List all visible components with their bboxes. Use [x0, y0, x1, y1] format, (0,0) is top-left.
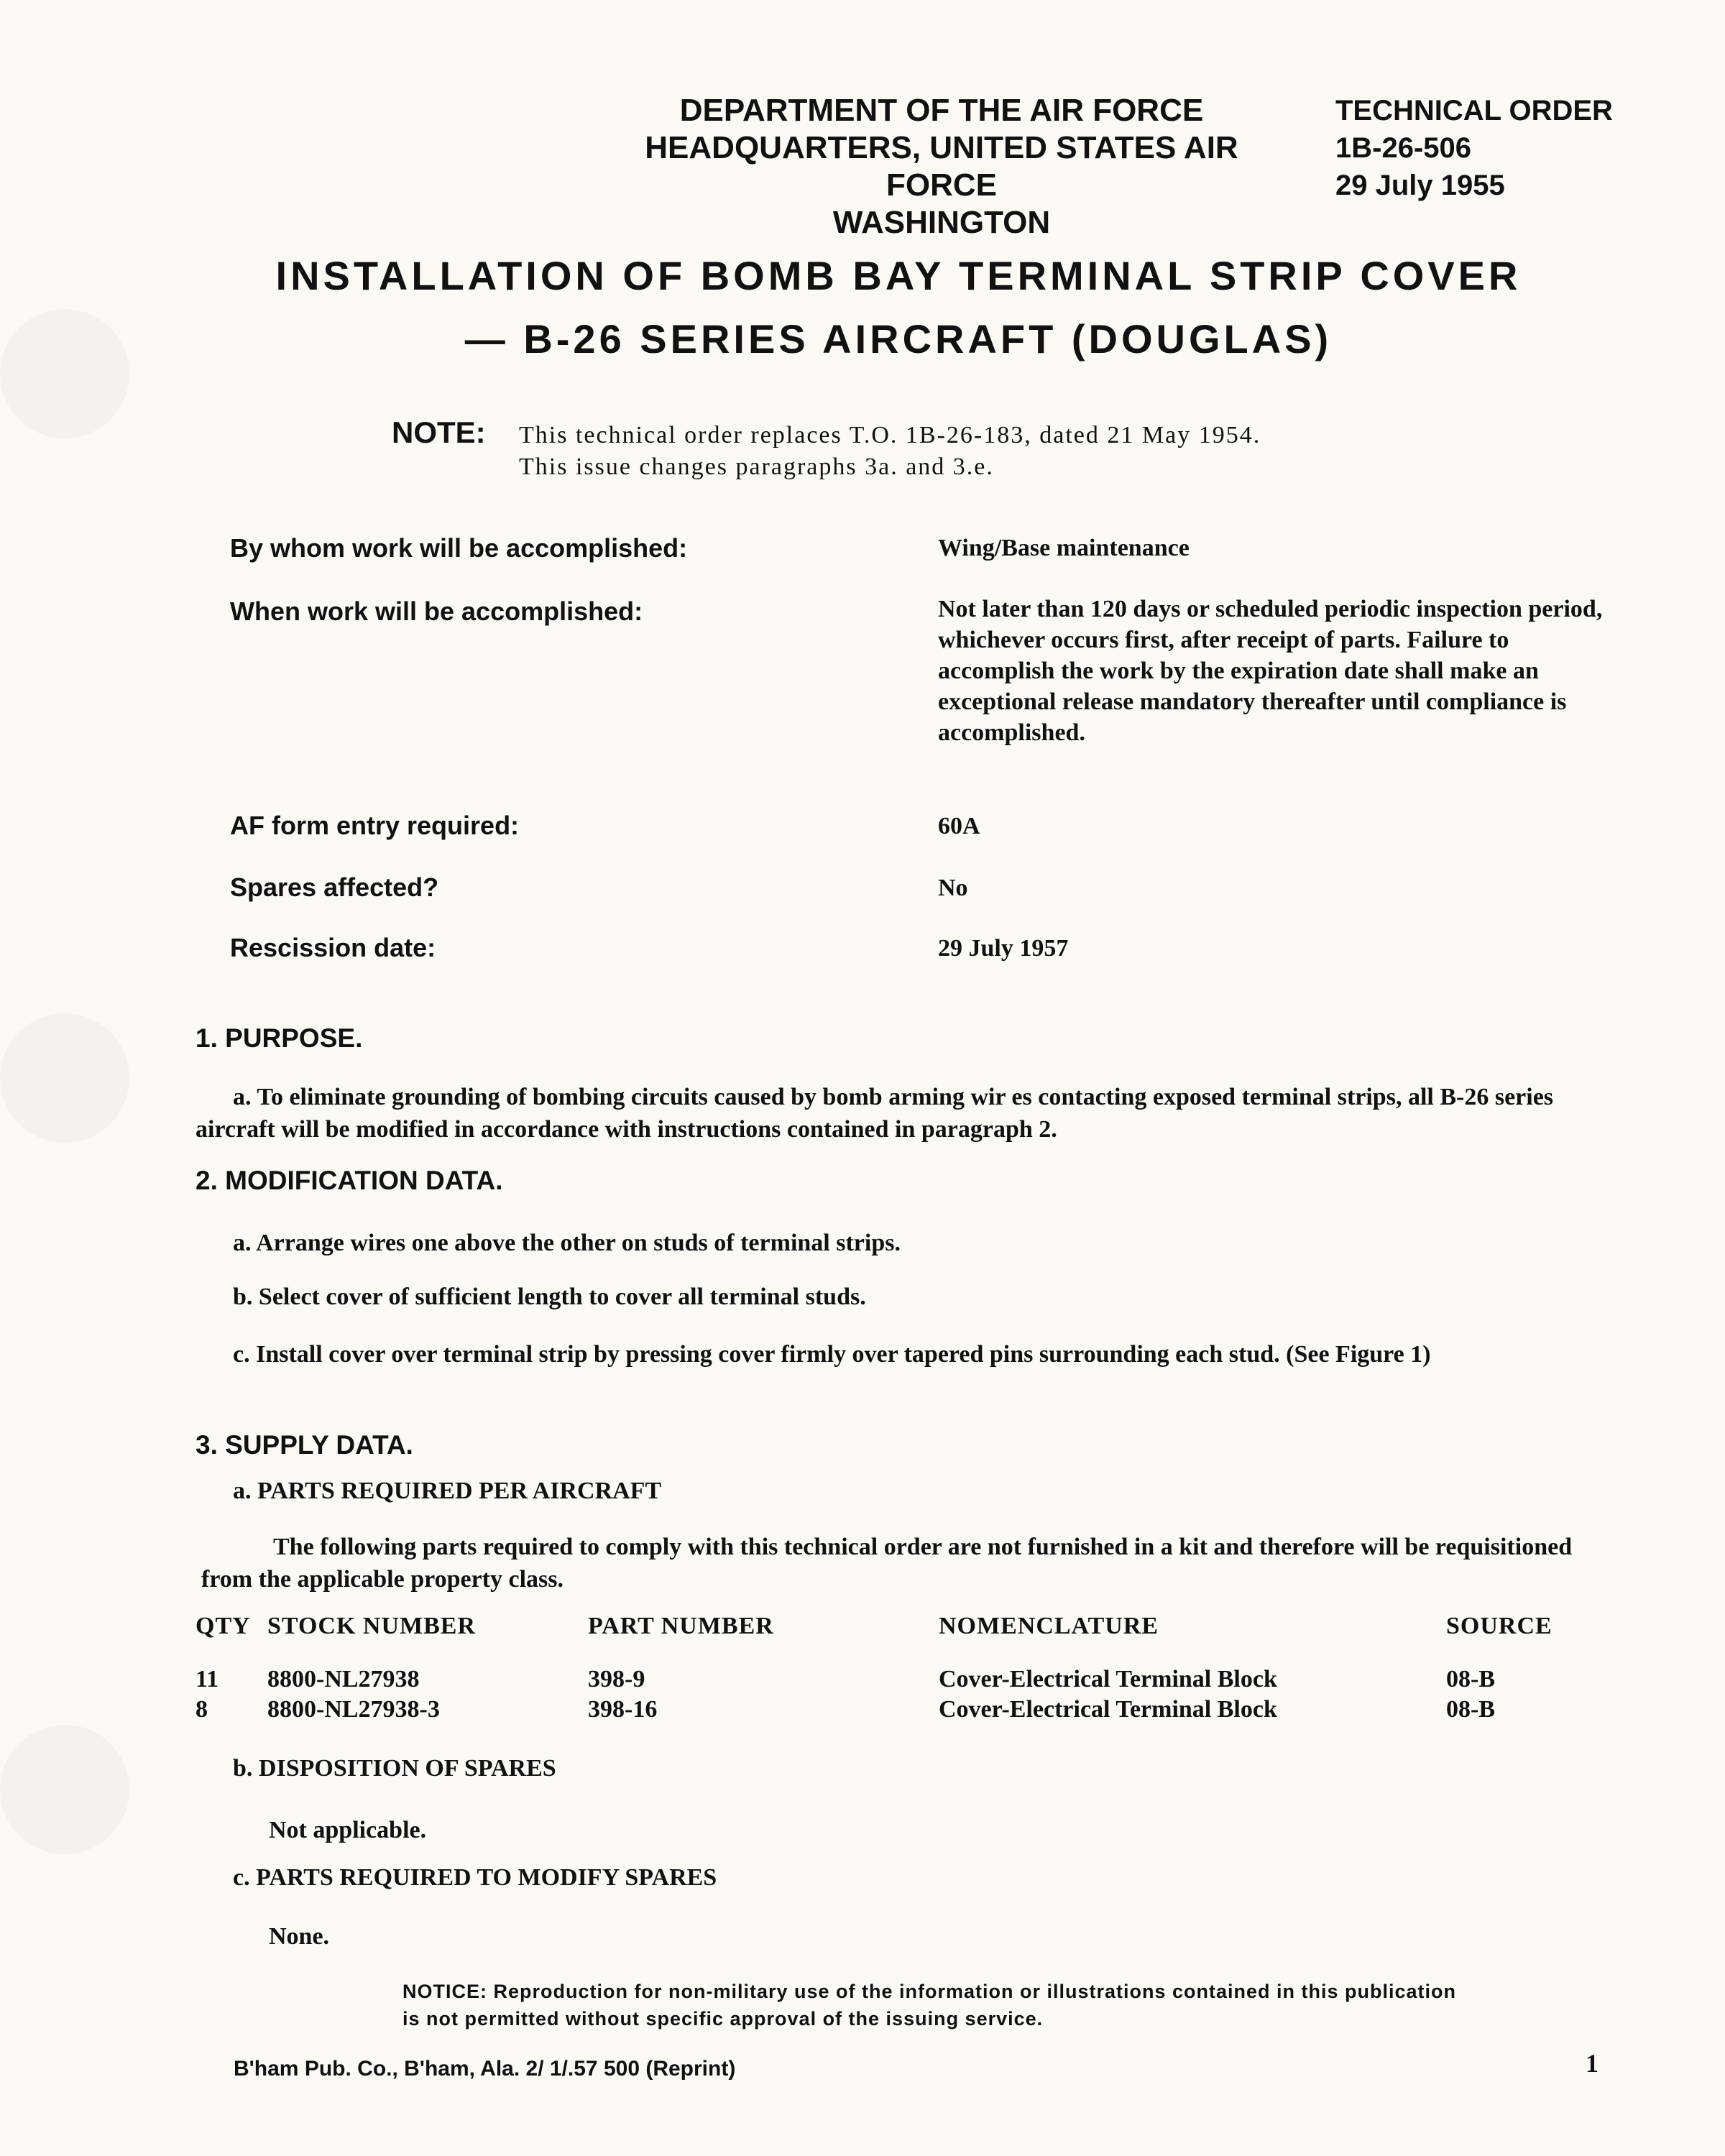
to-date: 29 July 1955 [1335, 170, 1505, 201]
technical-order-block [1335, 92, 1695, 204]
subsection-heading: b. DISPOSITION OF SPARES [233, 1755, 556, 1782]
rescission-value: 29 July 1957 [938, 935, 1069, 962]
column-header: NOMENCLATURE [939, 1613, 1159, 1639]
subsection-text: Not applicable. [269, 1817, 427, 1843]
issuing-department [604, 92, 1279, 241]
part-number-cell: 398-9 [588, 1666, 645, 1692]
document-title [216, 244, 1581, 371]
printer-footer: B'ham Pub. Co., B'ham, Ala. 2/ 1/.57 500 (Reprint) [234, 2057, 736, 2081]
spares-label: Spares affected? [230, 872, 439, 902]
af-form-label: AF form entry required: [230, 811, 520, 840]
note-text [519, 420, 1669, 483]
qty-cell: 11 [196, 1666, 219, 1692]
subsection-heading: a. PARTS REQUIRED PER AIRCRAFT [233, 1478, 662, 1504]
nomenclature-cell: Cover-Electrical Terminal Block [939, 1666, 1277, 1692]
to-label: TECHNICAL ORDER [1335, 95, 1613, 126]
rescission-label: Rescission date: [230, 933, 436, 962]
modification-step: c. Install cover over terminal strip by pressing cover firmly over tapered pins surrounding each stud. (See Figure 1) [233, 1341, 1431, 1368]
reproduction-notice: NOTICE: Reproduction for non-military use of the information or illustrations contained in this publication is not permitted without specific approval of the issuing service. [402, 1981, 1457, 2030]
column-header: SOURCE [1446, 1613, 1552, 1639]
department-line: DEPARTMENT OF THE AIR FORCE [679, 93, 1204, 128]
column-header: PART NUMBER [588, 1613, 774, 1639]
purpose-paragraph: a. To eliminate grounding of bombing circuits caused by bomb arming wir es contacting exposed terminal strips, all B-26 series aircraft will be modified in accordance with instructions contained in paragraph 2. [196, 1084, 1554, 1143]
column-header: QTY [196, 1613, 251, 1639]
column-header: STOCK NUMBER [267, 1613, 477, 1639]
table-row [196, 1695, 1604, 1725]
source-cell: 08-B [1446, 1666, 1495, 1692]
department-line: HEADQUARTERS, UNITED STATES AIR FORCE [645, 130, 1238, 203]
qty-cell: 8 [196, 1696, 208, 1723]
source-cell: 08-B [1446, 1696, 1495, 1723]
punch-hole [0, 1013, 129, 1143]
supply-paragraph: The following parts required to comply with this technical order are not furnished in a kit and therefore will be requisitioned from the applicable property class. [201, 1534, 1573, 1593]
modification-step: a. Arrange wires one above the other on studs of terminal strips. [233, 1230, 901, 1256]
when-value: Not later than 120 days or scheduled periodic inspection period, whichever occurs first, after receipt of parts. Failure to accomplish the work by the expiration date shall make an exceptional release mandatory thereafter until compliance is accomplished. [938, 596, 1603, 746]
title-line: INSTALLATION OF BOMB BAY TERMINAL STRIP COVER [275, 253, 1522, 298]
when-label: When work will be accomplished: [230, 596, 643, 626]
stock-number-cell: 8800-NL27938-3 [267, 1696, 440, 1723]
by-whom-value: Wing/Base maintenance [938, 535, 1190, 561]
punch-hole [0, 1725, 129, 1854]
title-line: — B-26 SERIES AIRCRAFT (DOUGLAS) [464, 316, 1333, 361]
spares-value: No [938, 875, 968, 901]
af-form-value: 60A [938, 813, 980, 839]
table-header-row [196, 1613, 1604, 1664]
by-whom-label: By whom work will be accomplished: [230, 533, 688, 563]
nomenclature-cell: Cover-Electrical Terminal Block [939, 1696, 1277, 1723]
section-heading: 3. SUPPLY DATA. [196, 1430, 413, 1460]
note-line: This technical order replaces T.O. 1B-26-183, dated 21 May 1954. [519, 422, 1261, 448]
note-label: NOTE: [392, 415, 486, 449]
part-number-cell: 398-16 [588, 1696, 658, 1723]
modification-step: b. Select cover of sufficient length to cover all terminal studs. [233, 1284, 866, 1310]
section-heading: 1. PURPOSE. [196, 1023, 363, 1053]
subsection-text: None. [269, 1923, 330, 1950]
to-number: 1B-26-506 [1335, 132, 1472, 164]
department-line: WASHINGTON [832, 205, 1051, 240]
note-line: This issue changes paragraphs 3a. and 3.e. [519, 453, 994, 480]
page-number: 1 [1586, 2049, 1598, 2078]
punch-hole [0, 309, 129, 438]
table-row [196, 1664, 1604, 1695]
parts-table [196, 1613, 1604, 1725]
section-heading: 2. MODIFICATION DATA. [196, 1166, 503, 1195]
subsection-heading: c. PARTS REQUIRED TO MODIFY SPARES [233, 1864, 717, 1891]
stock-number-cell: 8800-NL27938 [267, 1666, 420, 1692]
